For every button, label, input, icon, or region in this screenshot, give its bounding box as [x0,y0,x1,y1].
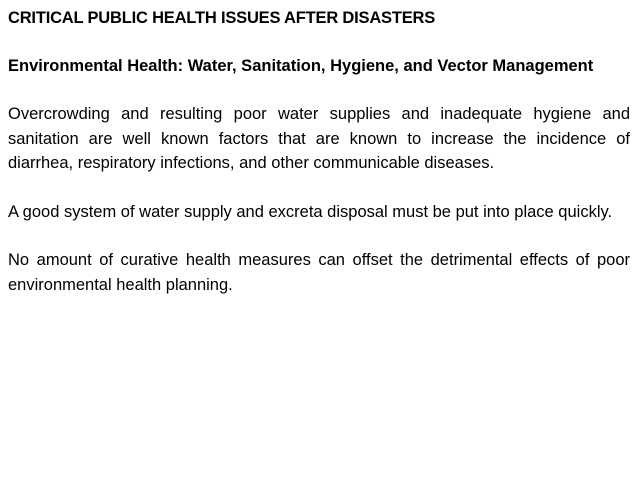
slide-subtitle: Environmental Health: Water, Sanitation, Hygiene, and Vector Management [8,57,594,75]
paragraph-overcrowding: Overcrowding and resulting poor water supplies and inadequate hygiene and sanitation are well known factors that are known to increase the incidence of diarrhea, respiratory infections, and other communicable diseases. [8,105,630,172]
paragraph-water-supply: A good system of water supply and excreta disposal must be put into place quickly. [8,202,613,221]
slide-title: CRITICAL PUBLIC HEALTH ISSUES AFTER DISASTERS [8,9,436,27]
paragraph-curative-measures: No amount of curative health measures can offset the detrimental effects of poor environmental health planning. [8,251,630,294]
slide-content [8,6,630,321]
